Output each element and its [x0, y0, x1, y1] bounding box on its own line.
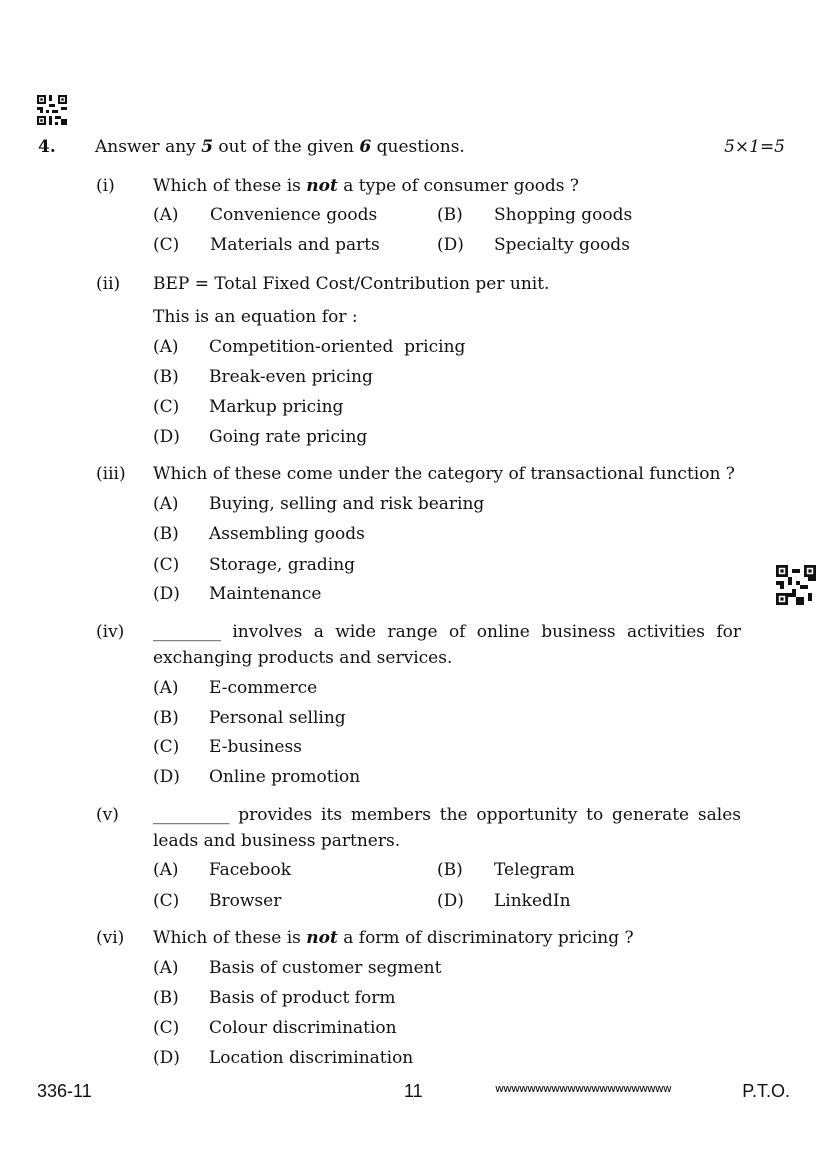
sub-question-stem: _________ provides its members the opportunity to generate sales — [153, 805, 741, 825]
option-text: Facebook — [209, 860, 292, 880]
option-text: Basis of product form — [209, 988, 396, 1008]
option-letter: (B) — [153, 524, 179, 544]
sub-question-label: (v) — [96, 805, 119, 825]
sub-question-stem — [153, 176, 579, 196]
option-letter: (A) — [153, 958, 179, 978]
marks-allocation: 5×1=5 — [724, 137, 785, 157]
option-text: Colour discrimination — [209, 1018, 397, 1038]
option-text: Storage, grading — [209, 555, 356, 575]
instruction-count: 5 — [201, 137, 214, 157]
sub-question-stem: Which of these come under the category of transactional function ? — [153, 464, 735, 484]
option-letter: (D) — [153, 767, 180, 787]
option-letter: (C) — [153, 397, 180, 417]
stem-text: Which of these is — [153, 928, 307, 948]
option-letter: (C) — [153, 891, 180, 911]
option-letter: (A) — [153, 494, 179, 514]
stem-emphasis: not — [306, 928, 338, 948]
option-text: Maintenance — [209, 584, 322, 604]
option-letter: (A) — [153, 678, 179, 698]
stem-text: a type of consumer goods ? — [337, 176, 580, 196]
option-text: Shopping goods — [494, 205, 633, 225]
sub-question-label: (ii) — [96, 274, 121, 294]
pto-label: P.T.O. — [742, 1081, 790, 1101]
option-text: Materials and parts — [210, 235, 380, 255]
option-text: Online promotion — [209, 767, 361, 787]
option-letter: (A) — [153, 337, 179, 357]
option-letter: (B) — [437, 205, 463, 225]
option-text: Personal selling — [209, 708, 346, 728]
option-text: Location discrimination — [209, 1048, 414, 1068]
qr-code-top-icon — [37, 95, 67, 125]
option-text: Break-even pricing — [209, 367, 373, 387]
option-letter: (C) — [153, 737, 180, 757]
qr-code-side-icon — [776, 565, 816, 605]
instruction-text: out of the given — [213, 137, 360, 157]
sub-question-stem: BEP = Total Fixed Cost/Contribution per unit. — [153, 274, 550, 294]
option-text: Going rate pricing — [209, 427, 368, 447]
option-letter: (D) — [437, 235, 464, 255]
sub-question-stem — [153, 928, 634, 948]
option-text: Convenience goods — [210, 205, 378, 225]
sub-question-stem-line2: leads and business partners. — [153, 831, 401, 851]
stem-emphasis: not — [306, 176, 338, 196]
option-letter: (D) — [153, 1048, 180, 1068]
instruction-total: 6 — [359, 137, 372, 157]
option-letter: (B) — [153, 988, 179, 1008]
instruction-text: Answer any — [95, 137, 202, 157]
option-letter: (A) — [153, 860, 179, 880]
option-text: E-commerce — [209, 678, 318, 698]
sub-question-label: (iv) — [96, 622, 125, 642]
instruction-text: questions. — [371, 137, 465, 157]
question-number: 4. — [38, 137, 56, 157]
option-letter: (D) — [437, 891, 464, 911]
sub-question-stem: ________ involves a wide range of online business activities for — [153, 622, 741, 642]
sub-question-label: (iii) — [96, 464, 126, 484]
option-text: Competition-oriented pricing — [209, 337, 466, 357]
option-text: Assembling goods — [209, 524, 365, 544]
option-text: Specialty goods — [494, 235, 630, 255]
sub-question-stem-line2: exchanging products and services. — [153, 648, 453, 668]
option-letter: (A) — [153, 205, 179, 225]
option-letter: (C) — [153, 555, 180, 575]
stem-text: a form of discriminatory pricing ? — [337, 928, 634, 948]
option-letter: (B) — [153, 367, 179, 387]
option-text: Browser — [209, 891, 282, 911]
stem-text: Which of these is — [153, 176, 307, 196]
option-text: Telegram — [494, 860, 575, 880]
option-letter: (B) — [437, 860, 463, 880]
option-letter: (B) — [153, 708, 179, 728]
option-text: Buying, selling and risk bearing — [209, 494, 485, 514]
page-number: 11 — [404, 1081, 423, 1101]
option-letter: (D) — [153, 427, 180, 447]
paper-code: 336-11 — [37, 1081, 92, 1101]
sub-question-stem-line2: This is an equation for : — [153, 307, 358, 327]
squiggle-divider: wwwwwwwwwwwwwwwwwwwwww — [495, 1082, 671, 1095]
sub-question-label: (vi) — [96, 928, 125, 948]
option-text: E-business — [209, 737, 302, 757]
option-text: LinkedIn — [494, 891, 571, 911]
option-letter: (C) — [153, 235, 180, 255]
option-text: Basis of customer segment — [209, 958, 442, 978]
option-text: Markup pricing — [209, 397, 344, 417]
option-letter: (D) — [153, 584, 180, 604]
option-letter: (C) — [153, 1018, 180, 1038]
sub-question-label: (i) — [96, 176, 115, 196]
question-instruction — [95, 137, 465, 157]
